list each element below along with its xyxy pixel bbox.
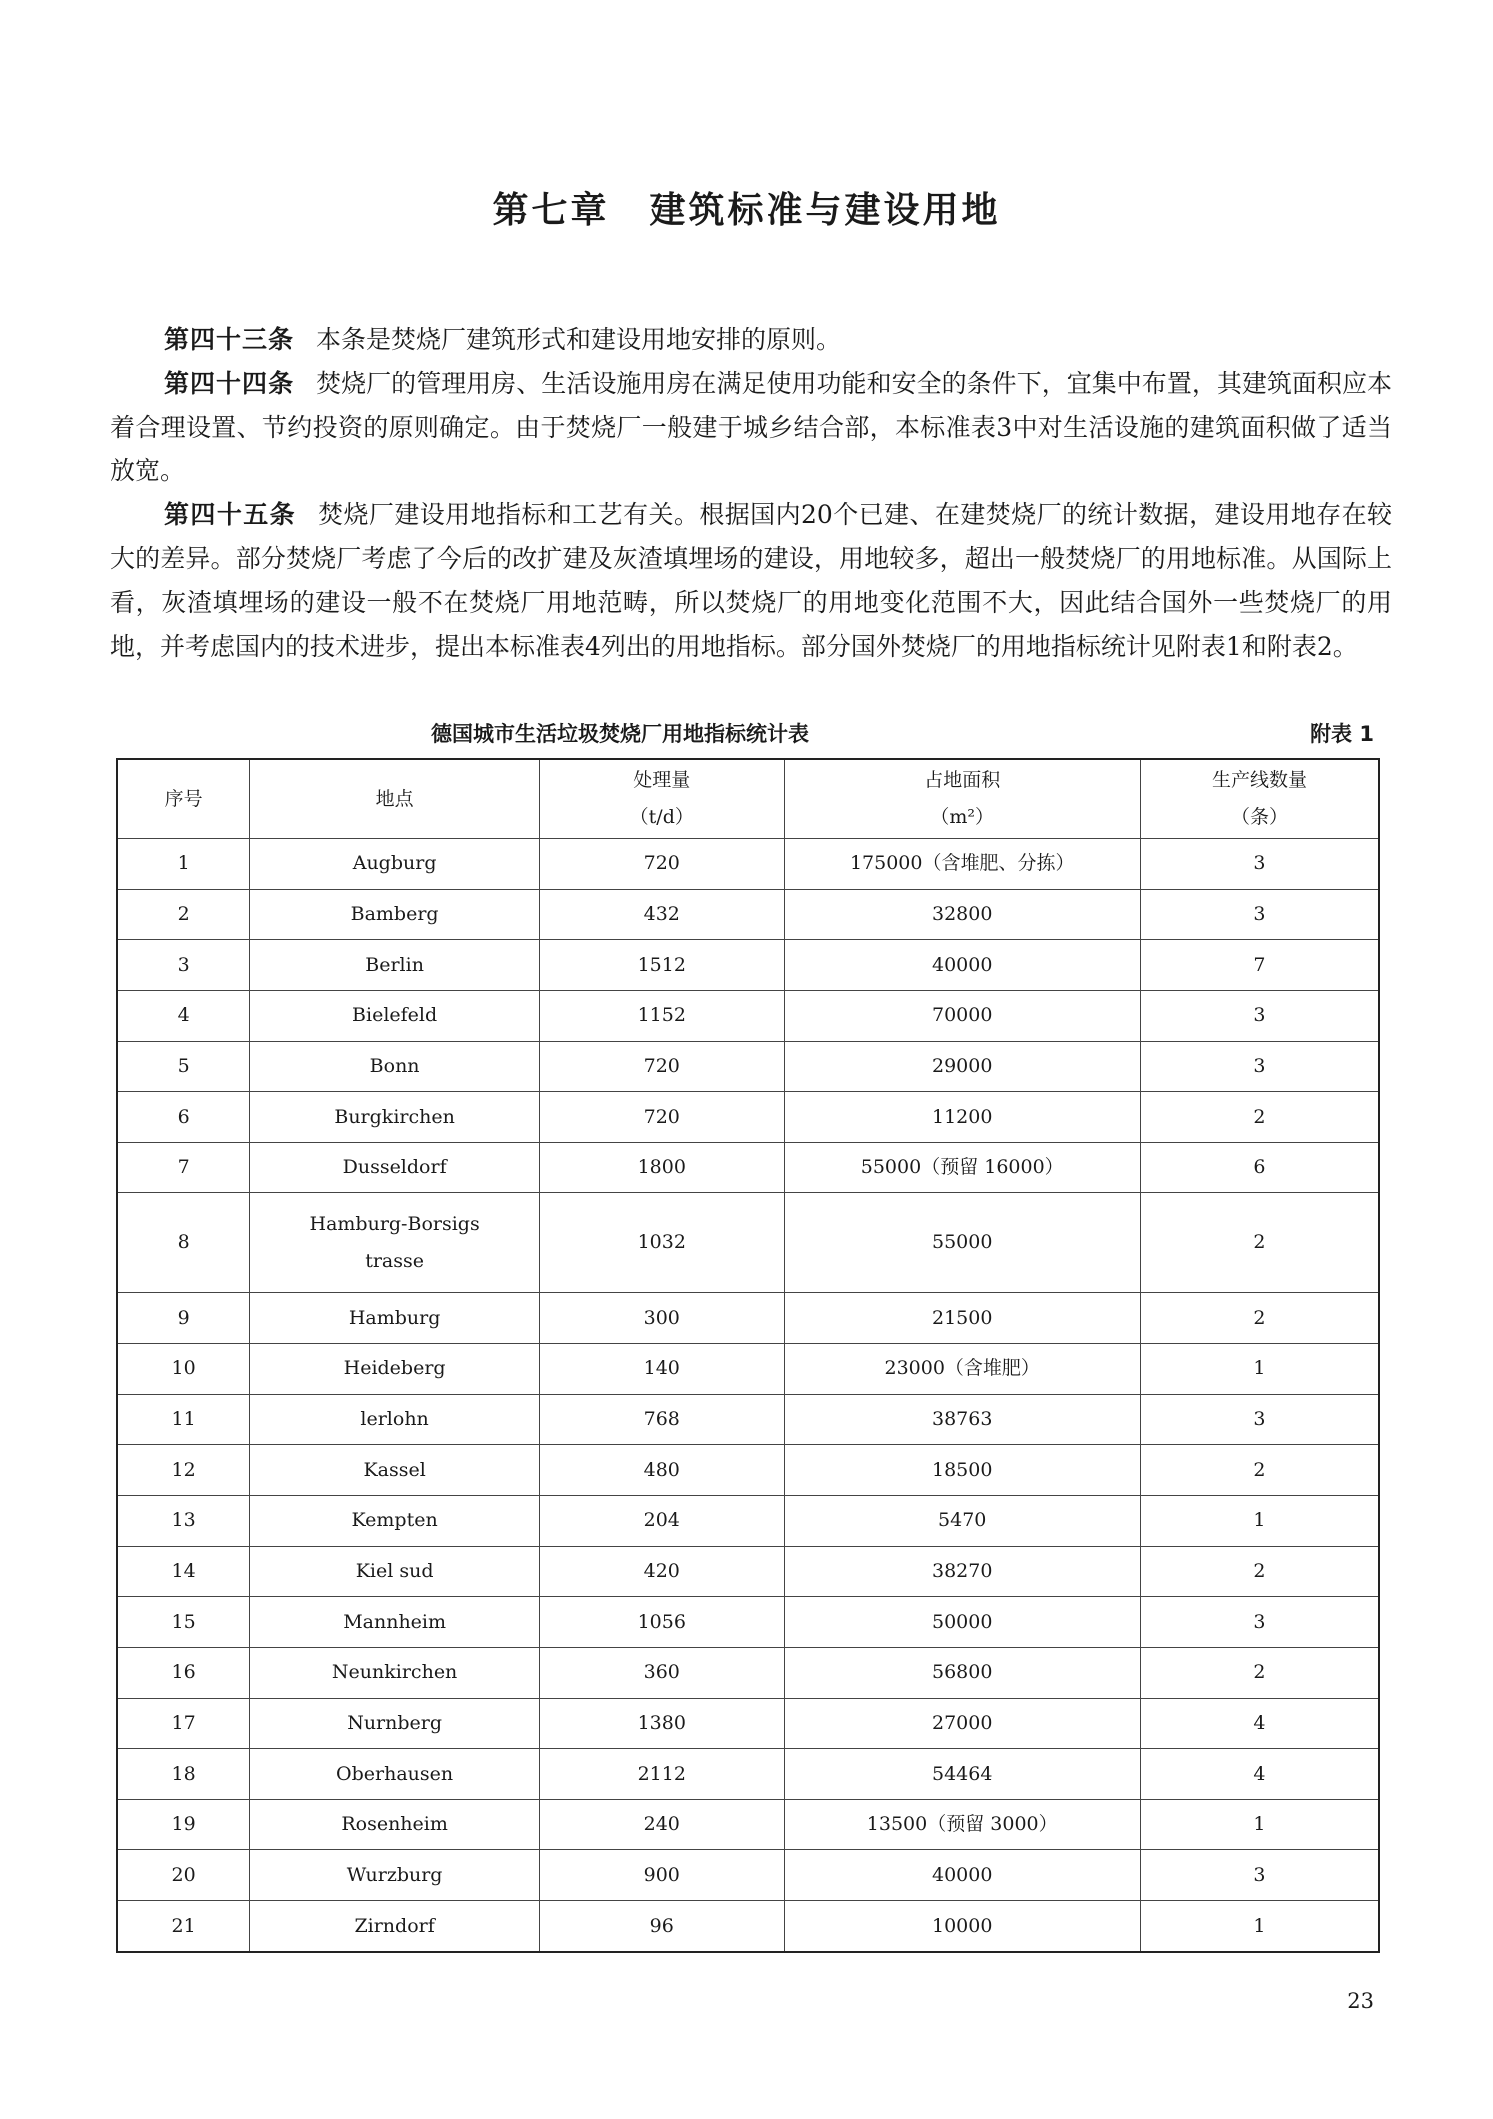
header-place: 地点 [250, 759, 540, 839]
cell-lines: 2 [1140, 1293, 1379, 1344]
cell-capacity: 720 [539, 1041, 784, 1092]
table-row [117, 1142, 1379, 1193]
chapter-number: 第七章 [492, 190, 610, 231]
cell-capacity: 900 [539, 1850, 784, 1901]
cell-place: Oberhausen [250, 1749, 540, 1800]
cell-lines: 7 [1140, 940, 1379, 991]
cell-area: 11200 [784, 1092, 1140, 1143]
cell-no: 18 [117, 1749, 250, 1800]
land-use-table [116, 758, 1380, 1953]
article-label: 第四十三条 [164, 325, 295, 354]
cell-place: Neunkirchen [250, 1647, 540, 1698]
table-title: 德国城市生活垃圾焚烧厂用地指标统计表 [431, 722, 809, 746]
cell-area: 38270 [784, 1546, 1140, 1597]
article-text: 焚烧厂建设用地指标和工艺有关。根据国内20个已建、在建焚烧厂的统计数据，建设用地存在较大的差异。部分焚烧厂考虑了今后的改扩建及灰渣填埋场的建设，用地较多，超出一般焚烧厂的用地标准。从国际上看，灰渣填埋场的建设一般不在焚烧厂用地范畴，所以焚烧厂的用地变化范围不大，因此结合国外一些焚烧厂的用地，并考虑国内的技术进步，提出本标准表4列出的用地指标。部分国外焚烧厂的用地指标统计见附表1和附表2。 [110, 500, 1392, 661]
cell-lines: 3 [1140, 889, 1379, 940]
cell-no: 21 [117, 1901, 250, 1952]
cell-place: Hamburg [250, 1293, 540, 1344]
cell-no: 7 [117, 1142, 250, 1193]
cell-place: Bamberg [250, 889, 540, 940]
cell-no: 6 [117, 1092, 250, 1143]
cell-area: 32800 [784, 889, 1140, 940]
cell-place: Bonn [250, 1041, 540, 1092]
table-row [117, 1749, 1379, 1800]
cell-capacity: 1152 [539, 990, 784, 1041]
cell-no: 1 [117, 839, 250, 890]
header-capacity-unit: （t/d） [629, 806, 694, 828]
cell-capacity: 420 [539, 1546, 784, 1597]
table-row [117, 1041, 1379, 1092]
article-43 [110, 318, 1392, 362]
cell-area: 54464 [784, 1749, 1140, 1800]
cell-place: Hamburg-Borsigs trasse [250, 1193, 540, 1293]
chapter-title [0, 182, 1493, 233]
cell-capacity: 480 [539, 1445, 784, 1496]
cell-no: 8 [117, 1193, 250, 1293]
table-header-row [117, 759, 1379, 839]
table-row [117, 1901, 1379, 1952]
cell-area: 40000 [784, 1850, 1140, 1901]
cell-capacity: 432 [539, 889, 784, 940]
cell-no: 11 [117, 1394, 250, 1445]
table-row [117, 839, 1379, 890]
cell-capacity: 1512 [539, 940, 784, 991]
cell-place: Rosenheim [250, 1799, 540, 1850]
table-row [117, 1799, 1379, 1850]
cell-capacity: 96 [539, 1901, 784, 1952]
page-number: 23 [1347, 1989, 1374, 2013]
cell-capacity: 1056 [539, 1597, 784, 1648]
cell-lines: 1 [1140, 1344, 1379, 1395]
cell-lines: 2 [1140, 1193, 1379, 1293]
cell-place: Wurzburg [250, 1850, 540, 1901]
header-area-label: 占地面积 [924, 769, 1001, 791]
header-lines-unit: （条） [1230, 806, 1288, 828]
cell-capacity: 300 [539, 1293, 784, 1344]
cell-area: 29000 [784, 1041, 1140, 1092]
cell-area: 21500 [784, 1293, 1140, 1344]
cell-no: 20 [117, 1850, 250, 1901]
cell-area: 10000 [784, 1901, 1140, 1952]
cell-capacity: 1380 [539, 1698, 784, 1749]
cell-place: Kiel sud [250, 1546, 540, 1597]
cell-lines: 3 [1140, 1850, 1379, 1901]
cell-lines: 1 [1140, 1901, 1379, 1952]
table-row [117, 940, 1379, 991]
cell-place: Heideberg [250, 1344, 540, 1395]
cell-place: Bielefeld [250, 990, 540, 1041]
cell-area: 18500 [784, 1445, 1140, 1496]
cell-lines: 2 [1140, 1092, 1379, 1143]
cell-place: Burgkirchen [250, 1092, 540, 1143]
table-row [117, 1344, 1379, 1395]
cell-lines: 3 [1140, 990, 1379, 1041]
cell-lines: 4 [1140, 1749, 1379, 1800]
cell-no: 12 [117, 1445, 250, 1496]
cell-area: 38763 [784, 1394, 1140, 1445]
cell-area: 55000 [784, 1193, 1140, 1293]
article-text: 本条是焚烧厂建筑形式和建设用地安排的原则。 [316, 325, 842, 354]
body-text [110, 318, 1392, 668]
cell-lines: 2 [1140, 1647, 1379, 1698]
cell-lines: 2 [1140, 1445, 1379, 1496]
cell-capacity: 1800 [539, 1142, 784, 1193]
article-44 [110, 362, 1392, 493]
table-row [117, 1546, 1379, 1597]
cell-capacity: 720 [539, 839, 784, 890]
cell-capacity: 140 [539, 1344, 784, 1395]
table-body [117, 839, 1379, 1953]
table-row [117, 1293, 1379, 1344]
table-row [117, 889, 1379, 940]
header-area-unit: （m²） [930, 806, 995, 828]
table-row [117, 1698, 1379, 1749]
article-label: 第四十五条 [164, 500, 297, 530]
table-row [117, 1496, 1379, 1547]
cell-place: Zirndorf [250, 1901, 540, 1952]
cell-lines: 3 [1140, 1394, 1379, 1445]
cell-area: 55000（预留 16000） [784, 1142, 1140, 1193]
header-area [784, 759, 1140, 839]
cell-no: 14 [117, 1546, 250, 1597]
cell-place: Berlin [250, 940, 540, 991]
cell-place: Nurnberg [250, 1698, 540, 1749]
cell-lines: 3 [1140, 1597, 1379, 1648]
header-lines-label: 生产线数量 [1211, 769, 1307, 791]
cell-no: 10 [117, 1344, 250, 1395]
header-capacity [539, 759, 784, 839]
article-text: 焚烧厂的管理用房、生活设施用房在满足使用功能和安全的条件下，宜集中布置，其建筑面积应本着合理设置、节约投资的原则确定。由于焚烧厂一般建于城乡结合部，本标准表3中对生活设施的建筑面积做了适当放宽。 [110, 368, 1392, 486]
cell-place: Mannheim [250, 1597, 540, 1648]
cell-place: Kempten [250, 1496, 540, 1547]
cell-no: 13 [117, 1496, 250, 1547]
table-row [117, 1394, 1379, 1445]
cell-lines: 3 [1140, 1041, 1379, 1092]
cell-place: Augburg [250, 839, 540, 890]
cell-no: 2 [117, 889, 250, 940]
header-capacity-label: 处理量 [633, 769, 691, 791]
table-row [117, 1445, 1379, 1496]
table-row [117, 1597, 1379, 1648]
chapter-name: 建筑标准与建设用地 [649, 190, 1001, 231]
cell-no: 16 [117, 1647, 250, 1698]
cell-no: 17 [117, 1698, 250, 1749]
table-row [117, 1647, 1379, 1698]
cell-area: 5470 [784, 1496, 1140, 1547]
cell-area: 50000 [784, 1597, 1140, 1648]
cell-lines: 4 [1140, 1698, 1379, 1749]
cell-lines: 1 [1140, 1799, 1379, 1850]
article-45 [110, 493, 1392, 668]
cell-no: 9 [117, 1293, 250, 1344]
cell-area: 56800 [784, 1647, 1140, 1698]
cell-no: 3 [117, 940, 250, 991]
cell-place: lerlohn [250, 1394, 540, 1445]
table-label: 附表 1 [1310, 722, 1374, 746]
cell-no: 4 [117, 990, 250, 1041]
cell-capacity: 204 [539, 1496, 784, 1547]
article-label: 第四十四条 [164, 368, 295, 398]
cell-area: 13500（预留 3000） [784, 1799, 1140, 1850]
cell-capacity: 360 [539, 1647, 784, 1698]
table-row [117, 990, 1379, 1041]
cell-lines: 2 [1140, 1546, 1379, 1597]
cell-area: 23000（含堆肥） [784, 1344, 1140, 1395]
cell-area: 70000 [784, 990, 1140, 1041]
table-row [117, 1193, 1379, 1293]
cell-capacity: 768 [539, 1394, 784, 1445]
header-no: 序号 [117, 759, 250, 839]
cell-no: 15 [117, 1597, 250, 1648]
cell-capacity: 2112 [539, 1749, 784, 1800]
header-lines [1140, 759, 1379, 839]
cell-capacity: 240 [539, 1799, 784, 1850]
cell-area: 27000 [784, 1698, 1140, 1749]
cell-place: Kassel [250, 1445, 540, 1496]
table-row [117, 1092, 1379, 1143]
cell-capacity: 720 [539, 1092, 784, 1143]
cell-capacity: 1032 [539, 1193, 784, 1293]
cell-area: 40000 [784, 940, 1140, 991]
cell-lines: 3 [1140, 839, 1379, 890]
cell-place: Dusseldorf [250, 1142, 540, 1193]
cell-no: 5 [117, 1041, 250, 1092]
table-row [117, 1850, 1379, 1901]
cell-no: 19 [117, 1799, 250, 1850]
cell-lines: 6 [1140, 1142, 1379, 1193]
cell-lines: 1 [1140, 1496, 1379, 1547]
cell-area: 175000（含堆肥、分拣） [784, 839, 1140, 890]
